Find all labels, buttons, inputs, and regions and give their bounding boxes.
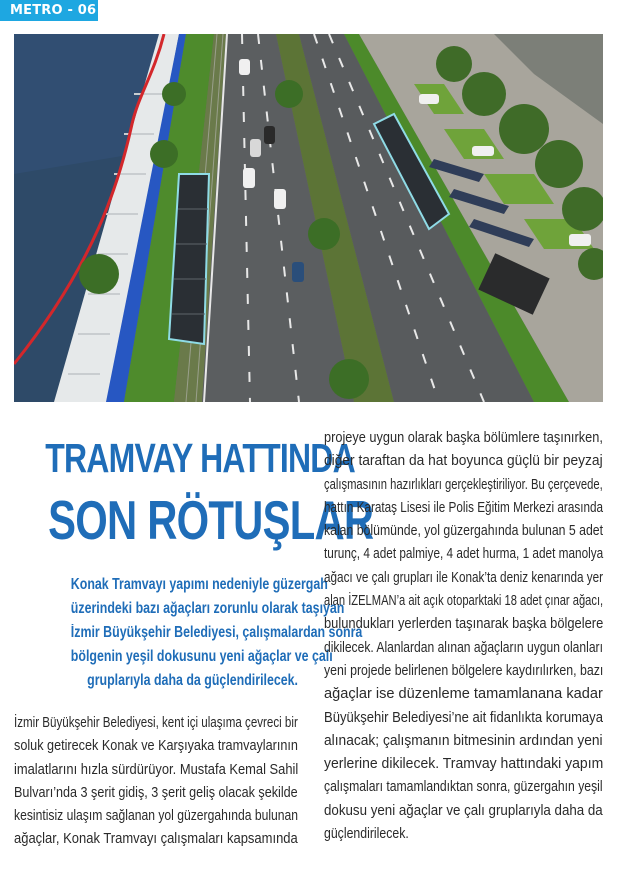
body-line: İzmir Büyükşehir Belediyesi, kent içi ulaşıma çevreci bir [14,714,298,731]
lead-paragraph [14,573,363,693]
body-line: ağaçlar ise düzenleme tamamlanana kadar [324,685,603,703]
body-line: soluk getirecek Konak ve Karşıyaka tramvaylarının [14,737,298,755]
body-line: güçlendirilecek. [324,825,409,843]
lead-line: bölgenin yeşil dokusunu yeni ağaçlar ve çalı [70,648,333,665]
body-column-right [324,426,603,845]
article-photo [14,34,603,402]
body-line: yerlerine dikilecek. Tramvay hattındaki yapım [324,755,604,773]
body-line: ağaçlar, Konak Tramvayı çalışmaları kapsamında [14,830,298,848]
body-line: çalışmaları tamamlandıktan sonra, güzergahın yeşil [324,778,603,796]
headline [14,430,374,552]
lead-line: üzerindeki bazı ağaçları zorunlu olarak taşıyan [70,600,345,617]
body-line: turunç, 4 adet palmiye, 4 adet hurma, 1 adet manolya [324,545,604,563]
body-line: bulundukları yerlerden taşınarak başka bölgelere [324,615,604,633]
body-line: dikilecek. Alanlardan alınan ağaçların uygun olanları [324,638,603,656]
body-line: Bulvarı’nda 3 şerit gidiş, 3 şerit geliş olacak şekilde [14,783,298,801]
body-line: çalışmasının hazırlıkları gerçekleştiriliyor. Bu çerçevede, [324,475,603,493]
section-tag: METRO - 06 [0,0,98,21]
body-line: alınacak; çalışmanın bitmesinin ardından yeni [324,731,603,749]
lead-line: İzmir Büyükşehir Belediyesi, çalışmalardan sonra [70,624,363,641]
body-line: imalatlarını hızla sürdürüyor. Mustafa Kemal Sahil [14,760,299,778]
body-line: yeni projede belirlenen bölgelere kaydırılırken, bazı [324,661,604,679]
body-line: Büyükşehir Belediyesi’ne ait fidanlıkta korumaya [324,708,603,726]
headline-line-1: TRAMVAY HATTINDA [45,435,355,481]
body-line: kalan bölümünde, yol güzergahında bulunan 5 adet [324,522,604,540]
body-column-left [14,711,298,851]
body-line: diğer taraftan da hat boyunca güçlü bir peyzaj [324,452,603,470]
body-line: kesintisiz ulaşım sağlanan yol güzergahında bulunan [14,807,299,825]
lead-line: gruplarıyla daha da güçlendirilecek. [87,672,298,689]
lead-line: Konak Tramvayı yapımı nedeniyle güzergah [70,576,328,593]
headline-line-2: SON RÖTUŞLAR [48,489,374,551]
body-line: ağacı ve çalı grupları ile Konak’ta deniz kenarında yer [324,568,604,586]
body-line: projeye uygun olarak başka bölümlere taşınırken, [324,429,603,446]
body-line: hattın Karataş Lisesi ile Polis Eğitim Merkezi arasında [324,498,604,516]
body-line: dokusu yeni ağaçlar ve çalı gruplarıyla daha da [324,801,603,819]
body-line: alan İZELMAN’a ait açık otoparktaki 18 adet çınar ağacı, [324,592,604,610]
tram-line-rendering [14,34,603,402]
